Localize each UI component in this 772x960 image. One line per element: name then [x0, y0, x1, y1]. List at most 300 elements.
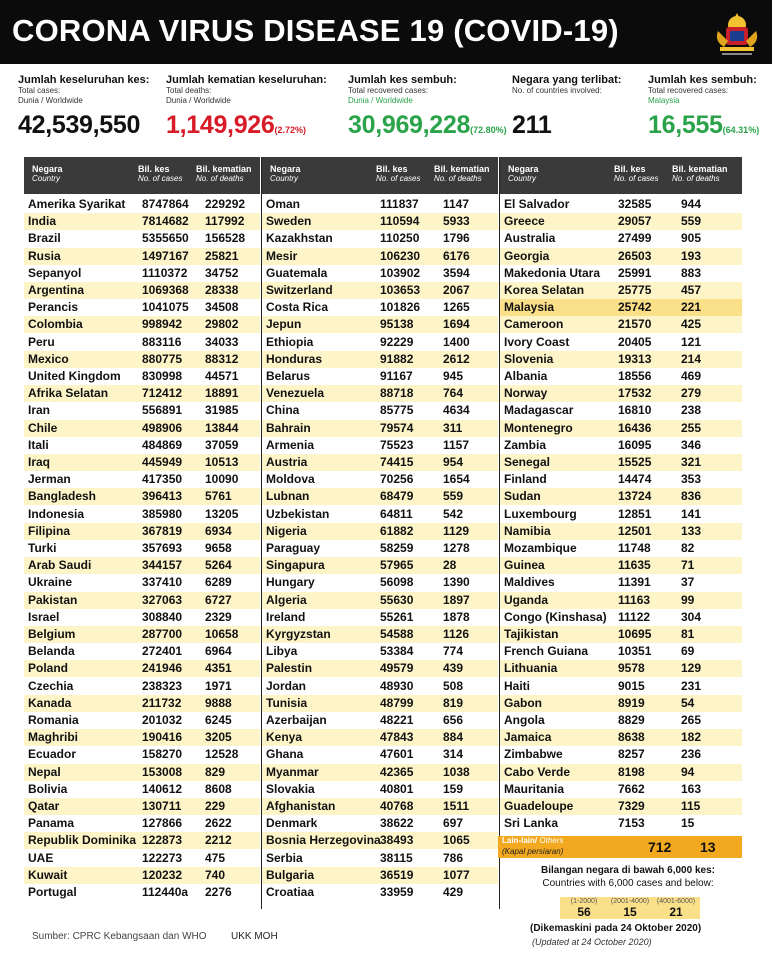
table-row	[500, 213, 742, 230]
country-name: Sri Lanka	[504, 816, 559, 831]
country-name: Sepanyol	[28, 265, 82, 280]
country-deaths: 905	[681, 231, 702, 246]
header-deaths-en: No. of deaths	[434, 174, 482, 183]
country-name: Azerbaijan	[266, 713, 327, 727]
country-cases: 445949	[142, 455, 183, 469]
country-deaths: 836	[681, 489, 702, 504]
country-name: Argentina	[28, 283, 85, 297]
country-name: Georgia	[504, 248, 550, 263]
country-cases: 7153	[618, 816, 645, 831]
table-row	[500, 815, 742, 832]
country-cases: 241946	[142, 661, 183, 676]
country-cases: 70256	[380, 472, 414, 487]
country-deaths: 4351	[205, 661, 232, 676]
country-cases: 74415	[380, 455, 414, 469]
stat-value: 30,969,228	[348, 111, 471, 139]
country-deaths: 34033	[205, 334, 239, 349]
country-name: Indonesia	[28, 506, 85, 521]
country-name: Itali	[28, 437, 49, 452]
country-name: Switzerland	[266, 283, 333, 297]
country-name: Croatiaa	[266, 885, 315, 899]
country-name: Uzbekistan	[266, 506, 330, 521]
country-name: Makedonia Utara	[504, 265, 601, 280]
country-name: Maldives	[504, 575, 555, 590]
country-name: Guatemala	[266, 265, 328, 280]
country-name: Myanmar	[266, 764, 319, 779]
table-row	[500, 678, 742, 695]
country-deaths: 121	[681, 334, 702, 349]
country-cases: 79574	[380, 420, 414, 435]
country-deaths: 1694	[443, 317, 470, 332]
stat-label: Jumlah keseluruhan kes:	[18, 74, 150, 86]
country-deaths: 221	[681, 300, 702, 315]
country-deaths: 1796	[443, 231, 470, 246]
stat-total-cases	[18, 74, 149, 140]
country-deaths: 559	[443, 489, 464, 504]
header-deaths: Bil. kematian	[672, 164, 728, 174]
others-sub: (Kapal persiaran)	[502, 847, 564, 856]
country-deaths: 786	[443, 850, 464, 865]
country-name: Tunisia	[266, 695, 308, 710]
country-cases: 32585	[618, 197, 652, 211]
table-row	[500, 265, 742, 282]
country-cases: 18556	[618, 369, 652, 383]
table-row	[24, 609, 260, 626]
country-name: China	[266, 403, 300, 418]
country-cases: 11122	[618, 609, 651, 624]
table-row	[262, 471, 498, 488]
country-deaths: 182	[681, 730, 702, 745]
country-cases: 344157	[142, 558, 183, 573]
country-deaths: 457	[681, 283, 702, 297]
header-cases-en: No. of cases	[138, 174, 183, 183]
country-cases: 8257	[618, 747, 645, 762]
country-name: Mexico	[28, 351, 69, 366]
table-row	[500, 437, 742, 454]
country-deaths: 945	[443, 369, 464, 383]
country-cases: 1041075	[142, 300, 189, 315]
stat-percent: (64.31%)	[722, 125, 760, 135]
country-name: Kenya	[266, 730, 303, 745]
country-cases: 140612	[142, 781, 183, 796]
country-deaths: 6289	[205, 575, 232, 590]
table-header	[262, 157, 498, 194]
country-cases: 396413	[142, 489, 183, 504]
header-cases: Bil. kes	[138, 164, 170, 174]
country-cases: 42365	[380, 764, 414, 779]
header-cases-en: No. of cases	[376, 174, 421, 183]
country-name: Iran	[28, 403, 51, 418]
country-name: Bangladesh	[28, 489, 97, 504]
malaysia-coat-of-arms-icon	[710, 5, 764, 59]
country-name: Bahrain	[266, 420, 311, 435]
table-row	[262, 695, 498, 712]
stat-sub: Dunia / Worldwide	[166, 96, 231, 105]
table-row	[24, 316, 260, 333]
country-deaths: 18891	[205, 386, 239, 401]
country-name: Cabo Verde	[504, 764, 571, 779]
country-name: Slovenia	[504, 351, 554, 366]
country-cases: 8747864	[142, 197, 189, 211]
country-name: Slovakia	[266, 781, 315, 796]
country-deaths: 475	[205, 850, 226, 865]
table-row	[262, 574, 498, 591]
country-name: Zambia	[504, 437, 547, 452]
country-name: Mauritania	[504, 781, 565, 796]
country-name: Guinea	[504, 558, 545, 573]
country-cases: 8198	[618, 764, 645, 779]
country-cases: 8919	[618, 695, 645, 710]
table-row	[262, 385, 498, 402]
country-deaths: 8608	[205, 781, 232, 796]
country-deaths: 279	[681, 386, 702, 401]
table-row	[500, 454, 742, 471]
table-row	[500, 574, 742, 591]
country-name: Afghanistan	[266, 799, 336, 813]
table-row	[24, 282, 260, 299]
band-range: (4001-6000)	[656, 898, 696, 905]
country-cases: 9015	[618, 678, 645, 693]
country-cases: 85775	[380, 403, 414, 418]
table-row	[500, 660, 742, 677]
country-deaths: 1129	[443, 523, 470, 538]
others-cases: 712	[648, 839, 672, 855]
country-deaths: 1065	[443, 833, 470, 848]
country-name: Zimbabwe	[504, 747, 563, 762]
country-deaths: 6245	[205, 713, 232, 727]
footer-org: UKK MOH	[231, 931, 278, 942]
country-name: Ukraine	[28, 575, 73, 590]
country-name: Montenegro	[504, 420, 573, 435]
country-cases: 830998	[142, 369, 183, 383]
country-cases: 11163	[618, 592, 651, 607]
country-deaths: 944	[681, 197, 702, 211]
country-name: Angola	[504, 713, 545, 727]
country-deaths: 229292	[205, 197, 246, 211]
summary-stats	[0, 70, 772, 154]
table-row	[24, 695, 260, 712]
country-deaths: 321	[681, 455, 702, 469]
country-name: Jerman	[28, 472, 71, 487]
country-cases: 75523	[380, 437, 414, 452]
country-cases: 10351	[618, 644, 652, 659]
country-name: Palestin	[266, 661, 313, 676]
country-deaths: 265	[681, 713, 702, 727]
country-deaths: 740	[205, 867, 226, 882]
stat-label: Jumlah kematian keseluruhan:	[166, 74, 327, 86]
country-cases: 40768	[380, 799, 414, 813]
country-deaths: 214	[681, 351, 702, 366]
country-name: Iraq	[28, 455, 51, 469]
country-cases: 48221	[380, 713, 414, 727]
table-row	[262, 540, 498, 557]
country-deaths: 28	[443, 558, 457, 573]
country-cases: 11748	[618, 541, 651, 555]
table-row	[24, 540, 260, 557]
country-name: Amerika Syarikat	[28, 197, 126, 211]
country-deaths: 508	[443, 678, 464, 693]
country-name: Kuwait	[28, 867, 68, 882]
country-name: Pakistan	[28, 592, 78, 607]
band-count: 15	[623, 905, 637, 919]
country-name: Qatar	[28, 799, 60, 813]
country-cases: 308840	[142, 609, 183, 624]
country-deaths: 2612	[443, 351, 470, 366]
country-cases: 5355650	[142, 231, 189, 246]
country-name: Mozambique	[504, 541, 577, 555]
table-row	[262, 884, 498, 901]
country-name: Cameroon	[504, 317, 564, 332]
country-name: Albania	[504, 369, 548, 383]
table-row	[24, 798, 260, 815]
table-row	[262, 781, 498, 798]
country-cases: 158270	[142, 747, 183, 762]
table-row	[500, 781, 742, 798]
country-name: Bolivia	[28, 781, 68, 796]
header-cases: Bil. kes	[614, 164, 646, 174]
country-deaths: 439	[443, 661, 464, 676]
country-cases: 12501	[618, 523, 652, 538]
country-cases: 56098	[380, 575, 414, 590]
table-row	[24, 437, 260, 454]
country-cases: 287700	[142, 627, 183, 641]
country-cases: 337410	[142, 575, 183, 590]
country-cases: 127866	[142, 816, 183, 831]
country-deaths: 469	[681, 369, 702, 383]
table-row	[500, 488, 742, 505]
country-deaths: 954	[443, 455, 464, 469]
country-deaths: 236	[681, 747, 702, 762]
country-name: Belanda	[28, 644, 75, 659]
table-row	[500, 196, 742, 213]
source-note: Sumber: CPRC Kebangsaan dan WHO	[32, 931, 207, 942]
country-cases: 25742	[618, 300, 652, 315]
below-6000-section	[498, 865, 758, 889]
country-cases: 48930	[380, 678, 414, 693]
below-6000-title: Bilangan negara di bawah 6,000 kes:	[541, 865, 715, 876]
country-cases: 712412	[142, 386, 183, 401]
country-cases: 25991	[618, 265, 652, 280]
country-name: Kanada	[28, 695, 72, 710]
country-cases: 55630	[380, 592, 414, 607]
table-row	[262, 213, 498, 230]
country-cases: 556891	[142, 403, 183, 418]
country-cases: 7329	[618, 799, 645, 813]
country-cases: 211732	[142, 695, 182, 710]
country-deaths: 10658	[205, 627, 239, 641]
country-deaths: 5264	[205, 558, 232, 573]
country-name: Panama	[28, 816, 75, 831]
country-name: Belarus	[266, 369, 311, 383]
country-deaths: 10513	[205, 455, 239, 469]
table-row	[262, 334, 498, 351]
table-row	[500, 626, 742, 643]
country-name: Norway	[504, 386, 548, 401]
table-row	[24, 832, 260, 849]
country-deaths: 5761	[205, 489, 232, 504]
country-deaths: 255	[681, 420, 702, 435]
country-deaths: 2212	[205, 833, 232, 848]
table-row	[24, 402, 260, 419]
country-cases: 8638	[618, 730, 645, 745]
country-name: Mesir	[266, 248, 298, 263]
table-row	[24, 420, 260, 437]
country-cases: 153008	[142, 764, 183, 779]
country-cases: 21570	[618, 317, 652, 332]
country-deaths: 1038	[443, 764, 470, 779]
country-deaths: 31985	[205, 403, 239, 418]
country-name: Malaysia	[504, 300, 555, 315]
country-deaths: 115	[681, 799, 701, 813]
country-cases: 17532	[618, 386, 652, 401]
country-cases: 357693	[142, 541, 183, 555]
table-row	[500, 385, 742, 402]
country-cases: 130711	[142, 799, 182, 813]
country-name: Perancis	[28, 300, 79, 315]
stat-value: 1,149,926	[166, 111, 275, 139]
stat-value: 42,539,550	[18, 111, 141, 139]
country-name: Ivory Coast	[504, 334, 570, 349]
country-cases: 26503	[618, 248, 652, 263]
country-deaths: 25821	[205, 248, 239, 263]
table-row	[24, 196, 260, 213]
table-row	[262, 867, 498, 884]
country-cases: 38493	[380, 833, 414, 848]
country-deaths: 1077	[443, 867, 470, 882]
country-deaths: 4634	[443, 403, 470, 418]
country-deaths: 238	[681, 403, 702, 418]
country-name: Sweden	[266, 214, 312, 229]
country-cases: 91167	[380, 369, 413, 383]
country-deaths: 346	[681, 437, 702, 452]
table-row	[500, 643, 742, 660]
table-row	[262, 729, 498, 746]
table-row	[500, 540, 742, 557]
table-row	[24, 867, 260, 884]
country-deaths: 6727	[205, 592, 232, 607]
country-name: Denmark	[266, 816, 318, 831]
table-row	[262, 660, 498, 677]
band-1	[562, 897, 606, 918]
table-row	[262, 678, 498, 695]
country-deaths: 231	[681, 678, 702, 693]
country-cases: 110594	[380, 214, 420, 229]
country-deaths: 9658	[205, 541, 232, 555]
header-country-en: Country	[32, 174, 61, 183]
header-deaths: Bil. kematian	[434, 164, 490, 174]
table-row	[24, 678, 260, 695]
others-label: Lain-lain/	[502, 836, 538, 845]
table-row	[500, 695, 742, 712]
country-deaths: 311	[443, 420, 463, 435]
country-name: Moldova	[266, 472, 315, 487]
table-row	[24, 712, 260, 729]
table-row	[262, 626, 498, 643]
country-cases: 19313	[618, 351, 652, 366]
country-deaths: 1278	[443, 541, 470, 555]
country-name: Finland	[504, 472, 547, 487]
table-row	[500, 420, 742, 437]
country-cases: 190416	[142, 730, 183, 745]
country-cases: 68479	[380, 489, 414, 504]
country-name: Armenia	[266, 437, 315, 452]
country-cases: 91882	[380, 351, 414, 366]
band-2	[608, 897, 652, 918]
country-deaths: 44571	[205, 369, 239, 383]
table-row	[262, 815, 498, 832]
band-count: 21	[669, 905, 683, 919]
country-name: Bosnia Herzegovina	[266, 833, 381, 848]
country-name: Haiti	[504, 678, 531, 693]
country-name: Romania	[28, 713, 79, 727]
country-cases: 1497167	[142, 248, 189, 263]
country-name: Madagascar	[504, 403, 574, 418]
country-deaths: 99	[681, 592, 695, 607]
country-deaths: 774	[443, 644, 464, 659]
country-name: India	[28, 214, 57, 229]
table-row	[500, 609, 742, 626]
table-row	[24, 815, 260, 832]
country-cases: 33959	[380, 885, 414, 899]
country-name: Peru	[28, 334, 55, 349]
country-deaths: 34508	[205, 300, 239, 315]
country-deaths: 15	[681, 816, 695, 831]
country-cases: 9578	[618, 661, 645, 676]
country-cases: 484869	[142, 437, 183, 452]
country-cases: 64811	[380, 506, 413, 521]
country-name: Paraguay	[266, 541, 321, 555]
table-row	[24, 746, 260, 763]
below-6000-subtitle: Countries with 6,000 cases and below:	[542, 878, 714, 889]
country-cases: 61882	[380, 523, 414, 538]
country-deaths: 1897	[443, 592, 470, 607]
country-deaths: 425	[681, 317, 702, 332]
table-row	[262, 764, 498, 781]
table-row	[24, 850, 260, 867]
country-deaths: 156528	[205, 231, 246, 246]
table-row	[500, 746, 742, 763]
stat-sub: No. of countries involved:	[512, 86, 602, 95]
country-name: Bulgaria	[266, 867, 315, 882]
country-deaths: 656	[443, 713, 464, 727]
table-row	[24, 660, 260, 677]
country-deaths: 9888	[205, 695, 232, 710]
table-row	[24, 454, 260, 471]
country-deaths: 13844	[205, 420, 239, 435]
country-name: Nepal	[28, 764, 61, 779]
country-deaths: 29802	[205, 317, 239, 332]
table-row	[262, 506, 498, 523]
table-row	[262, 643, 498, 660]
table-row	[262, 299, 498, 316]
country-name: Singapura	[266, 558, 325, 573]
country-cases: 7814682	[142, 214, 189, 229]
country-deaths: 159	[443, 781, 464, 796]
country-cases: 47843	[380, 730, 414, 745]
table-row	[262, 351, 498, 368]
country-cases: 14474	[618, 472, 652, 487]
table-row	[262, 368, 498, 385]
country-cases: 20405	[618, 334, 652, 349]
country-cases: 1069368	[142, 283, 189, 297]
stat-label: Jumlah kes sembuh:	[648, 74, 757, 86]
country-name: Austria	[266, 455, 308, 469]
country-deaths: 1265	[443, 300, 470, 315]
country-cases: 29057	[618, 214, 652, 229]
country-name: Chile	[28, 420, 58, 435]
stat-sub: Total recovered cases:	[348, 86, 429, 95]
country-deaths: 819	[443, 695, 464, 710]
